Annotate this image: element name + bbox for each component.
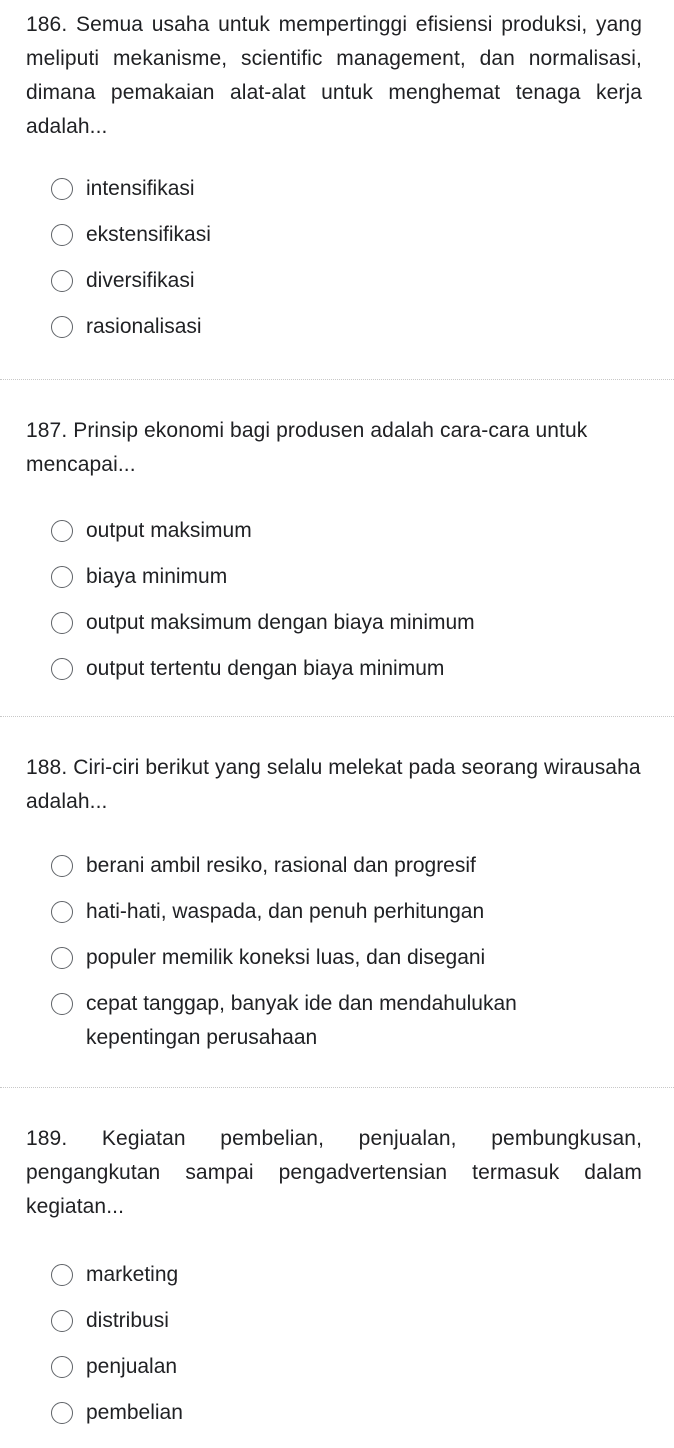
radio-button[interactable]: [51, 270, 73, 292]
question-188: [0, 751, 674, 1073]
question-187: [0, 414, 674, 704]
question-text: 189. Kegiatan pembelian, penjualan, pembungkusan, pengangkutan sampai pengadvertensian termasuk dalam kegiatan...: [26, 1127, 642, 1218]
options-list: [0, 855, 674, 1073]
option-label: rasionalisasi: [86, 315, 202, 338]
option-label: berani ambil resiko, rasional dan progresif: [86, 854, 476, 877]
question-text: 186. Semua usaha untuk mempertinggi efisiensi produksi, yang meliputi mekanisme, scientific management, dan normalisasi, dimana pemakaian alat-alat untuk menghemat tenaga kerja adalah...: [26, 13, 642, 138]
radio-button[interactable]: [51, 178, 73, 200]
option-label: cepat tanggap, banyak ide dan mendahulukan kepentingan perusahaan: [86, 992, 517, 1049]
option-d[interactable]: [0, 993, 674, 1073]
question-189: [0, 1122, 674, 1448]
option-d[interactable]: [0, 1402, 674, 1448]
options-list: [0, 1264, 674, 1448]
option-d[interactable]: [0, 316, 674, 362]
radio-button[interactable]: [51, 855, 73, 877]
option-d[interactable]: [0, 658, 674, 704]
radio-button[interactable]: [51, 658, 73, 680]
option-label: marketing: [86, 1263, 179, 1286]
option-label: populer memilik koneksi luas, dan disegani: [86, 946, 486, 969]
radio-button[interactable]: [51, 1264, 73, 1286]
option-label: penjualan: [86, 1355, 178, 1378]
option-label: output maksimum: [86, 519, 252, 542]
question-186: [0, 8, 674, 362]
options-list: [0, 520, 674, 704]
radio-button[interactable]: [51, 1356, 73, 1378]
radio-button[interactable]: [51, 520, 73, 542]
divider: [0, 1087, 674, 1088]
radio-button[interactable]: [51, 224, 73, 246]
question-text: 187. Prinsip ekonomi bagi produsen adalah cara-cara untuk mencapai...: [26, 419, 588, 476]
option-label: distribusi: [86, 1309, 169, 1332]
radio-button[interactable]: [51, 1402, 73, 1424]
option-label: pembelian: [86, 1401, 183, 1424]
radio-button[interactable]: [51, 947, 73, 969]
radio-button[interactable]: [51, 993, 73, 1015]
options-list: [0, 178, 674, 362]
divider: [0, 379, 674, 380]
radio-button[interactable]: [51, 612, 73, 634]
option-label: hati-hati, waspada, dan penuh perhitungan: [86, 900, 485, 923]
radio-button[interactable]: [51, 1310, 73, 1332]
option-label: output tertentu dengan biaya minimum: [86, 657, 445, 680]
option-label: ekstensifikasi: [86, 223, 211, 246]
option-label: diversifikasi: [86, 269, 195, 292]
option-label: intensifikasi: [86, 177, 195, 200]
radio-button[interactable]: [51, 901, 73, 923]
radio-button[interactable]: [51, 566, 73, 588]
divider: [0, 716, 674, 717]
option-label: biaya minimum: [86, 565, 228, 588]
question-text: 188. Ciri-ciri berikut yang selalu melekat pada seorang wirausaha adalah...: [26, 756, 641, 813]
option-label: output maksimum dengan biaya minimum: [86, 611, 475, 634]
radio-button[interactable]: [51, 316, 73, 338]
